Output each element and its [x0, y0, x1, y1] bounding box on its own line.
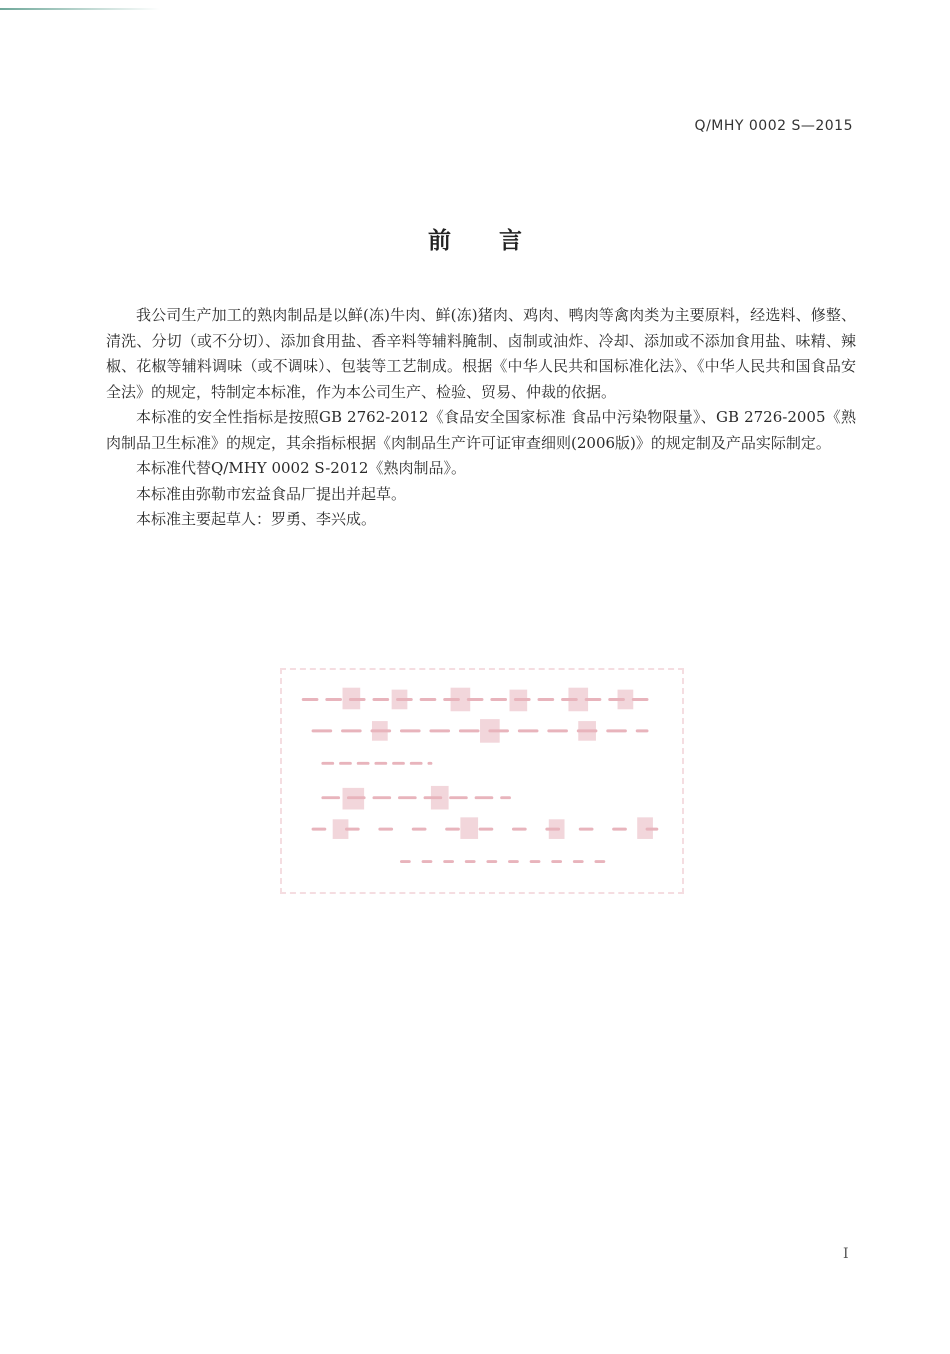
- paragraph-safety-indicators: 本标准的安全性指标是按照GB 2762-2012《食品安全国家标准 食品中污染物限量》、GB 2726-2005《熟肉制品卫生标准》的规定，其余指标根据《肉制品生产许可证审查细则(2006版)》的规定制及产品实际制定。: [106, 408, 856, 452]
- paragraph-proposer: 本标准由弥勒市宏益食品厂提出并起草。: [136, 484, 407, 503]
- page-title: 前言: [428, 228, 570, 254]
- registration-stamp: [280, 668, 684, 894]
- scan-edge-line: [0, 8, 160, 10]
- foreword-body: [106, 303, 856, 533]
- paragraph-intro: 我公司生产加工的熟肉制品是以鲜(冻)牛肉、鲜(冻)猪肉、鸡肉、鸭肉等禽肉类为主要原料，经选料、修整、清洗、分切（或不分切）、添加食用盐、香辛料等辅料腌制、卤制或油炸、冷却、添加或不添加食用盐、味精、辣椒、花椒等辅料调味（或不调味）、包装等工艺制成。根据《中华人民共和国标准化法》、《中华人民共和国食品安全法》的规定，特制定本标准，作为本公司生产、检验、贸易、仲裁的依据。: [106, 306, 856, 401]
- stamp-faded-marks: [282, 670, 682, 892]
- document-code: Q/MHY 0002 S—2015: [694, 118, 853, 134]
- page-number: I: [843, 1246, 849, 1262]
- paragraph-replaces: 本标准代替Q/MHY 0002 S-2012《熟肉制品》。: [136, 459, 466, 477]
- paragraph-drafters: 本标准主要起草人：罗勇、李兴成。: [136, 510, 377, 528]
